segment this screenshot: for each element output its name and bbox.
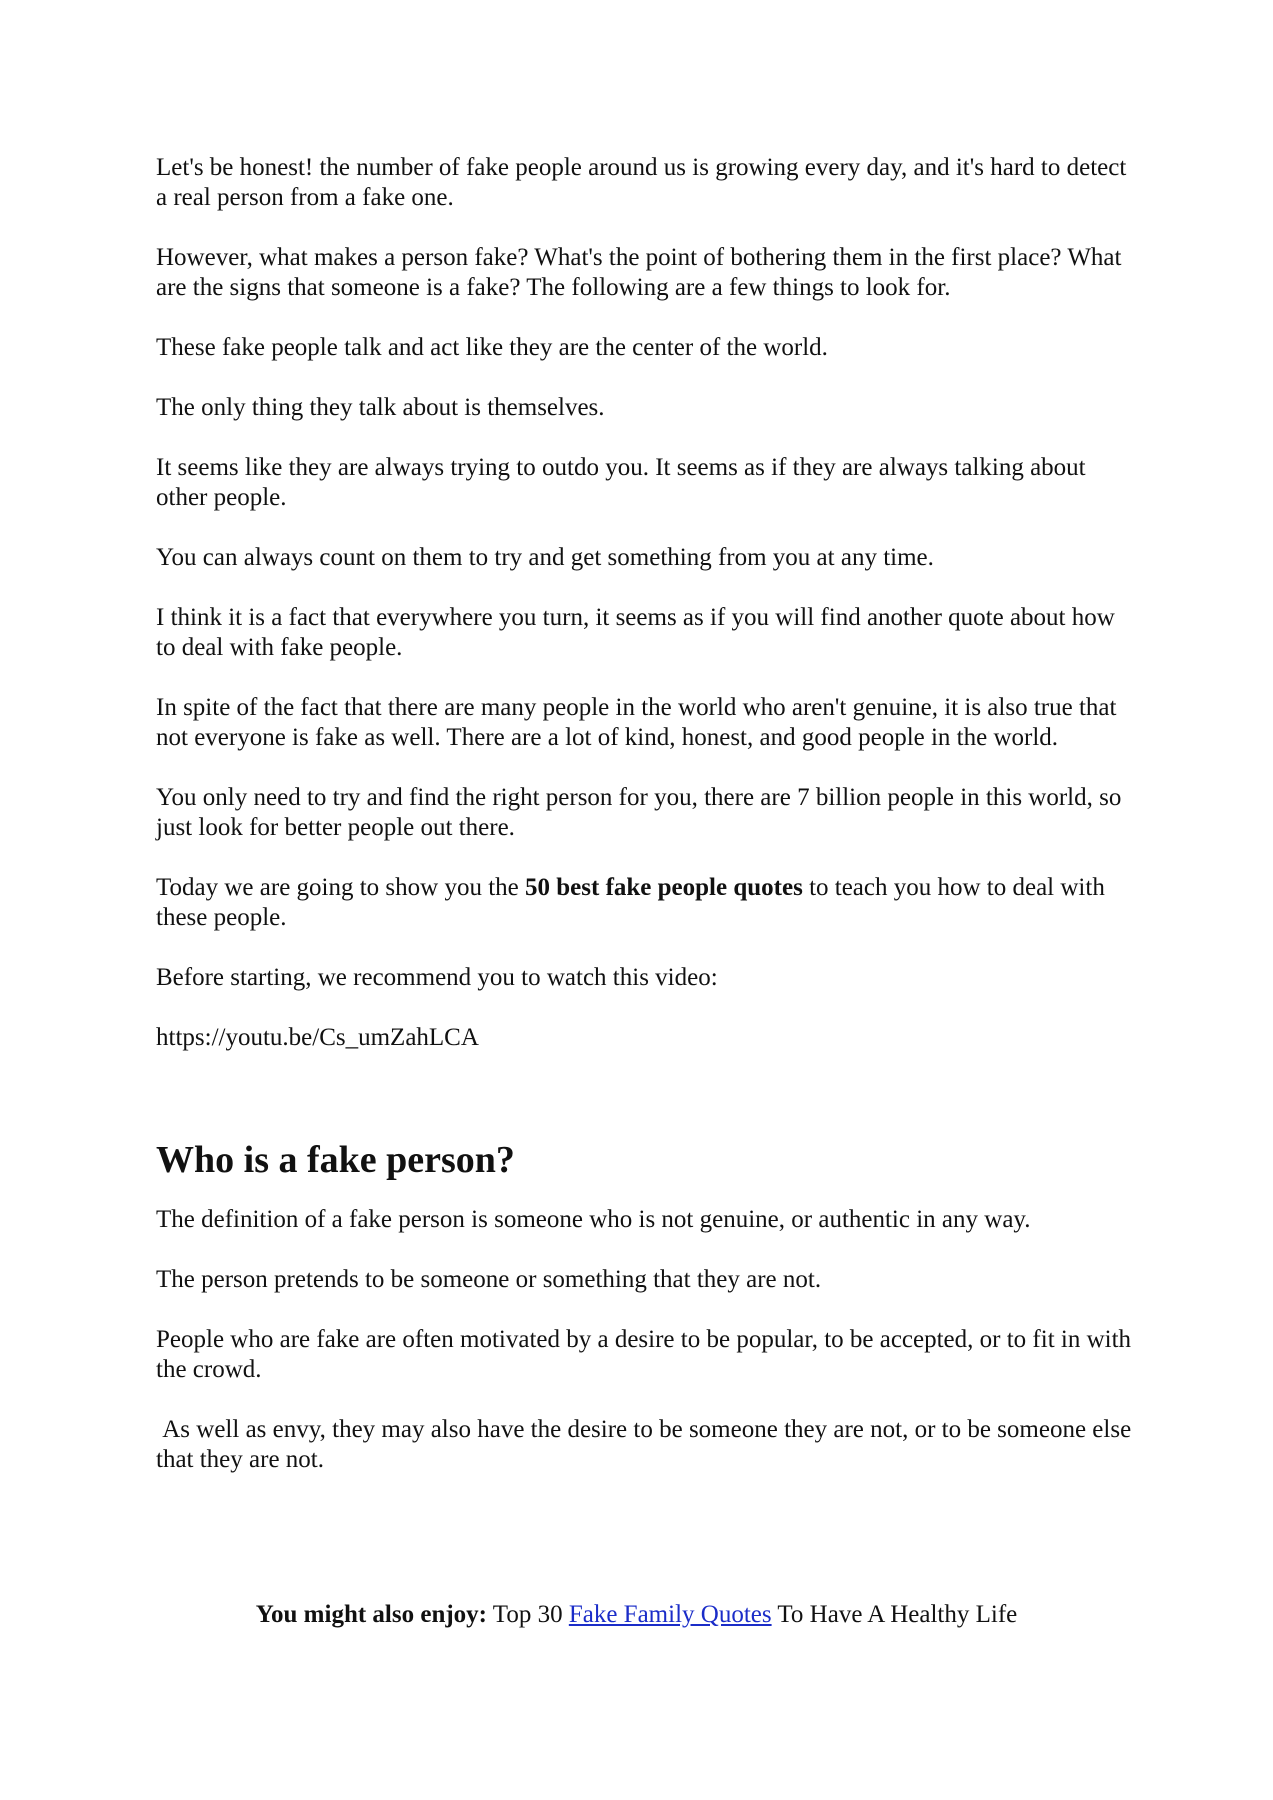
- bold-phrase: 50 best fake people quotes: [525, 874, 803, 901]
- intro-paragraph-10-start: Today we are going to show you the: [156, 874, 526, 901]
- footer-text-before-link: Top 30: [487, 1601, 569, 1628]
- section-heading: Who is a fake person?: [156, 1139, 515, 1181]
- intro-paragraph-7: I think it is a fact that everywhere you turn, it seems as if you will find another quote about how to deal with fake people.: [156, 604, 1115, 661]
- intro-paragraph-6: You can always count on them to try and get something from you at any time.: [156, 544, 934, 571]
- video-url: https://youtu.be/Cs_umZahLCA: [156, 1024, 479, 1051]
- intro-paragraph-10: [156, 873, 1136, 933]
- document-body: [156, 153, 1136, 1505]
- intro-paragraph-1: Let's be honest! the number of fake people around us is growing every day, and it's hard to detect a real person from a fake one.: [156, 154, 1127, 211]
- section-paragraph-3: People who are fake are often motivated by a desire to be popular, to be accepted, or to fit in with the crowd.: [156, 1326, 1132, 1383]
- footer-lead: You might also enjoy:: [255, 1601, 487, 1628]
- section-paragraph-1: The definition of a fake person is someone who is not genuine, or authentic in any way.: [156, 1206, 1031, 1233]
- fake-family-quotes-link[interactable]: Fake Family Quotes: [568, 1601, 772, 1628]
- related-article-footer: [0, 1600, 1273, 1630]
- intro-paragraph-10-end: to teach you how to deal with these people.: [156, 874, 1105, 931]
- section-paragraph-2: The person pretends to be someone or something that they are not.: [156, 1266, 822, 1293]
- section-paragraph-4: As well as envy, they may also have the desire to be someone they are not, or to be someone else that they are not.: [156, 1416, 1138, 1473]
- intro-paragraph-3: These fake people talk and act like they are the center of the world.: [156, 334, 828, 361]
- intro-paragraph-11: Before starting, we recommend you to watch this video:: [156, 964, 718, 991]
- intro-paragraph-4: The only thing they talk about is themselves.: [156, 394, 605, 421]
- intro-paragraph-8: In spite of the fact that there are many people in the world who aren't genuine, it is also true that not everyone is fake as well. There are a lot of kind, honest, and good people in the world.: [156, 694, 1117, 751]
- footer-text-after-link: To Have A Healthy Life: [771, 1601, 1018, 1628]
- intro-paragraph-9: You only need to try and find the right person for you, there are 7 billion people in this world, so just look for better people out there.: [156, 784, 1122, 841]
- intro-paragraph-5: It seems like they are always trying to outdo you. It seems as if they are always talking about other people.: [156, 454, 1086, 511]
- intro-paragraph-2: However, what makes a person fake? What's the point of bothering them in the first place? What are the signs that someone is a fake? The following are a few things to look for.: [156, 244, 1122, 301]
